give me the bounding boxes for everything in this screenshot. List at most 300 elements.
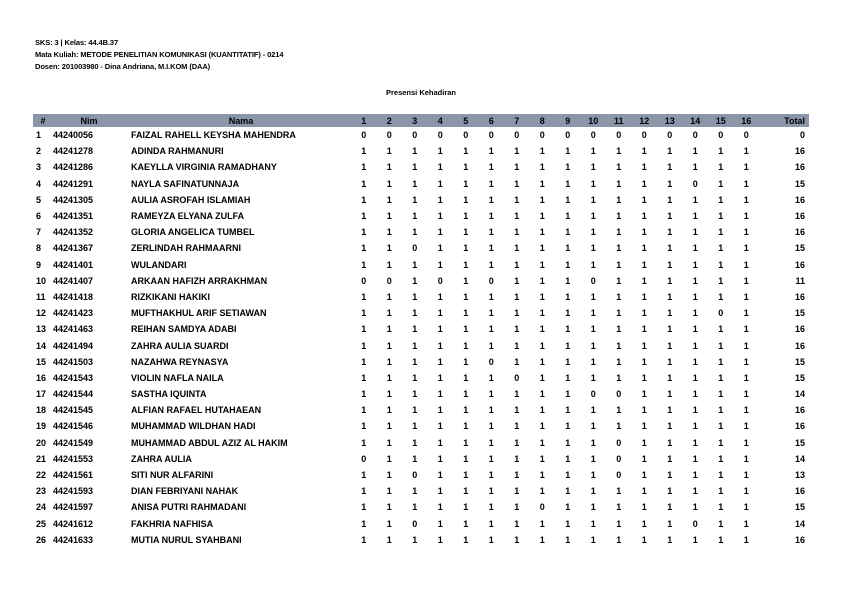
attendance-cell: 1: [437, 356, 443, 367]
attendance-cell: 1: [361, 470, 367, 481]
attendance-cell: 1: [616, 308, 622, 319]
attendance-cell: 1: [590, 162, 596, 173]
student-name-cell: GLORIA ANGELICA TUMBEL: [131, 227, 255, 238]
attendance-cell: 1: [692, 389, 698, 400]
nim-cell: 44241553: [53, 453, 94, 464]
attendance-cell: 1: [616, 518, 622, 529]
attendance-cell: 1: [590, 470, 596, 481]
attendance-cell: 1: [437, 291, 443, 302]
attendance-cell: 0: [743, 130, 749, 141]
attendance-cell: 1: [488, 372, 494, 383]
attendance-cell: 1: [743, 372, 749, 383]
attendance-cell: 1: [412, 502, 418, 513]
attendance-cell: 1: [565, 356, 571, 367]
total-cell: 16: [794, 259, 805, 270]
attendance-cell: 1: [412, 146, 418, 157]
row-number-cell: 9: [36, 259, 42, 270]
nim-cell: 44241305: [53, 194, 94, 205]
attendance-cell: 1: [463, 534, 469, 545]
attendance-cell: 1: [667, 275, 673, 286]
attendance-cell: 1: [412, 275, 418, 286]
attendance-cell: 1: [463, 243, 469, 254]
attendance-cell: 1: [361, 324, 367, 335]
student-name-cell: SASTHA IQUINTA: [131, 389, 207, 400]
attendance-cell: 1: [386, 259, 392, 270]
attendance-cell: 1: [565, 421, 571, 432]
attendance-cell: 1: [743, 534, 749, 545]
attendance-cell: 1: [361, 259, 367, 270]
attendance-cell: 1: [743, 243, 749, 254]
attendance-cell: 1: [463, 372, 469, 383]
attendance-cell: 1: [667, 421, 673, 432]
attendance-cell: 1: [590, 324, 596, 335]
attendance-cell: 1: [361, 178, 367, 189]
attendance-cell: 1: [386, 227, 392, 238]
attendance-cell: 1: [463, 356, 469, 367]
row-number-cell: 22: [36, 470, 47, 481]
attendance-cell: 1: [463, 227, 469, 238]
attendance-cell: 1: [386, 470, 392, 481]
attendance-cell: 1: [667, 502, 673, 513]
attendance-cell: 1: [743, 421, 749, 432]
nim-cell: 44241418: [53, 291, 94, 302]
attendance-cell: 1: [437, 162, 443, 173]
nim-cell: 44241352: [53, 227, 94, 238]
attendance-cell: 1: [565, 389, 571, 400]
attendance-cell: 1: [667, 194, 673, 205]
attendance-cell: 1: [488, 146, 494, 157]
attendance-cell: 1: [743, 486, 749, 497]
attendance-cell: 1: [463, 453, 469, 464]
attendance-cell: 1: [718, 275, 724, 286]
total-cell: 16: [794, 162, 805, 173]
attendance-cell: 1: [590, 308, 596, 319]
attendance-cell: 1: [361, 227, 367, 238]
attendance-cell: 1: [514, 421, 520, 432]
attendance-cell: 1: [412, 227, 418, 238]
attendance-cell: 1: [667, 518, 673, 529]
attendance-cell: 1: [386, 389, 392, 400]
row-number-cell: 16: [36, 372, 47, 383]
attendance-cell: 1: [743, 405, 749, 416]
attendance-cell: 0: [488, 356, 494, 367]
attendance-cell: 1: [743, 178, 749, 189]
attendance-cell: 1: [514, 291, 520, 302]
attendance-cell: 1: [412, 178, 418, 189]
attendance-cell: 1: [667, 437, 673, 448]
student-name-cell: WULANDARI: [131, 259, 187, 270]
attendance-cell: 1: [718, 486, 724, 497]
attendance-cell: 1: [616, 486, 622, 497]
row-number-cell: 20: [36, 437, 47, 448]
attendance-cell: 1: [488, 259, 494, 270]
attendance-cell: 1: [361, 243, 367, 254]
attendance-cell: 1: [386, 486, 392, 497]
table-row: [33, 499, 809, 515]
column-header-meeting: 7: [514, 115, 520, 126]
attendance-cell: 1: [590, 291, 596, 302]
attendance-cell: 1: [361, 534, 367, 545]
attendance-cell: 1: [386, 243, 392, 254]
attendance-cell: 1: [463, 518, 469, 529]
row-number-cell: 4: [36, 178, 42, 189]
attendance-cell: 1: [590, 518, 596, 529]
attendance-cell: 1: [361, 405, 367, 416]
attendance-cell: 1: [565, 340, 571, 351]
nim-cell: 44241633: [53, 534, 94, 545]
attendance-cell: 1: [539, 194, 545, 205]
row-number-cell: 1: [36, 130, 42, 141]
attendance-cell: 1: [488, 437, 494, 448]
attendance-cell: 1: [641, 211, 647, 222]
attendance-cell: 1: [743, 356, 749, 367]
attendance-cell: 0: [718, 308, 724, 319]
student-name-cell: ARKAAN HAFIZH ARRAKHMAN: [131, 275, 268, 286]
attendance-cell: 1: [437, 211, 443, 222]
attendance-cell: 1: [718, 162, 724, 173]
attendance-cell: 1: [565, 502, 571, 513]
row-number-cell: 5: [36, 194, 42, 205]
attendance-cell: 1: [386, 421, 392, 432]
student-name-cell: ADINDA RAHMANURI: [131, 146, 224, 157]
attendance-cell: 1: [565, 308, 571, 319]
attendance-cell: 1: [667, 340, 673, 351]
attendance-cell: 0: [539, 502, 545, 513]
attendance-cell: 1: [437, 227, 443, 238]
course-credits-class: SKS: 3 | Kelas: 44.4B.37: [35, 38, 119, 47]
attendance-cell: 1: [641, 259, 647, 270]
row-number-cell: 15: [36, 356, 47, 367]
attendance-cell: 1: [437, 437, 443, 448]
attendance-cell: 1: [718, 243, 724, 254]
column-header-meeting: 10: [588, 115, 599, 126]
attendance-cell: 1: [514, 356, 520, 367]
attendance-cell: 1: [692, 146, 698, 157]
attendance-cell: 1: [718, 534, 724, 545]
attendance-cell: 1: [565, 178, 571, 189]
attendance-cell: 1: [718, 227, 724, 238]
attendance-cell: 1: [361, 502, 367, 513]
student-name-cell: ANISA PUTRI RAHMADANI: [131, 502, 247, 513]
attendance-cell: 1: [565, 453, 571, 464]
attendance-cell: 1: [488, 227, 494, 238]
attendance-cell: 1: [590, 178, 596, 189]
attendance-cell: 1: [641, 178, 647, 189]
attendance-cell: 1: [667, 324, 673, 335]
attendance-cell: 1: [514, 227, 520, 238]
attendance-cell: 0: [616, 130, 622, 141]
attendance-cell: 1: [386, 211, 392, 222]
attendance-cell: 1: [692, 437, 698, 448]
attendance-cell: 1: [488, 534, 494, 545]
attendance-cell: 1: [616, 372, 622, 383]
attendance-cell: 1: [539, 405, 545, 416]
attendance-cell: 1: [386, 518, 392, 529]
student-name-cell: ZAHRA AULIA: [131, 453, 192, 464]
attendance-cell: 1: [437, 502, 443, 513]
row-number-cell: 7: [36, 227, 42, 238]
attendance-cell: 1: [616, 162, 622, 173]
attendance-cell: 1: [488, 194, 494, 205]
student-name-cell: FAIZAL RAHELL KEYSHA MAHENDRA: [131, 130, 296, 141]
table-row: [33, 257, 809, 273]
attendance-cell: 1: [692, 356, 698, 367]
column-header-total: Total: [784, 115, 805, 126]
attendance-cell: 1: [718, 453, 724, 464]
attendance-cell: 1: [514, 146, 520, 157]
column-header-meeting: 8: [539, 115, 545, 126]
attendance-cell: 1: [565, 291, 571, 302]
attendance-cell: 1: [616, 194, 622, 205]
column-header-meeting: 1: [361, 115, 367, 126]
attendance-cell: 1: [488, 486, 494, 497]
attendance-cell: 1: [463, 486, 469, 497]
attendance-cell: 0: [590, 389, 596, 400]
attendance-cell: 1: [514, 194, 520, 205]
table-row: [33, 467, 809, 483]
attendance-cell: 1: [412, 389, 418, 400]
attendance-cell: 1: [641, 502, 647, 513]
table-row: [33, 435, 809, 451]
attendance-cell: 1: [386, 291, 392, 302]
attendance-cell: 1: [565, 162, 571, 173]
attendance-cell: 0: [386, 275, 392, 286]
attendance-cell: 1: [565, 486, 571, 497]
attendance-cell: 1: [641, 243, 647, 254]
attendance-cell: 1: [616, 146, 622, 157]
attendance-cell: 1: [590, 502, 596, 513]
attendance-cell: 1: [667, 470, 673, 481]
attendance-cell: 1: [565, 405, 571, 416]
row-number-cell: 3: [36, 162, 42, 173]
attendance-cell: 1: [412, 211, 418, 222]
attendance-cell: 1: [514, 162, 520, 173]
attendance-cell: 0: [514, 372, 520, 383]
attendance-cell: 1: [692, 243, 698, 254]
total-cell: 15: [794, 356, 805, 367]
nim-cell: 44241286: [53, 162, 94, 173]
row-number-cell: 21: [36, 453, 47, 464]
attendance-cell: 1: [463, 437, 469, 448]
attendance-cell: 0: [437, 275, 443, 286]
total-cell: 15: [794, 502, 805, 513]
attendance-cell: 0: [386, 130, 392, 141]
student-name-cell: AULIA ASROFAH ISLAMIAH: [131, 194, 251, 205]
attendance-cell: 1: [565, 259, 571, 270]
attendance-cell: 1: [539, 470, 545, 481]
attendance-cell: 1: [743, 340, 749, 351]
row-number-cell: 17: [36, 389, 47, 400]
attendance-cell: 1: [514, 518, 520, 529]
attendance-cell: 1: [743, 389, 749, 400]
table-body: [33, 127, 809, 548]
attendance-cell: 1: [361, 356, 367, 367]
table-row: [33, 289, 809, 305]
attendance-cell: 1: [590, 243, 596, 254]
nim-cell: 44241546: [53, 421, 94, 432]
attendance-cell: 1: [718, 389, 724, 400]
attendance-cell: 1: [539, 243, 545, 254]
attendance-cell: 1: [463, 470, 469, 481]
attendance-cell: 1: [361, 486, 367, 497]
attendance-cell: 1: [488, 340, 494, 351]
row-number-cell: 18: [36, 405, 47, 416]
nim-cell: 44241503: [53, 356, 94, 367]
total-cell: 15: [794, 308, 805, 319]
total-cell: 16: [794, 534, 805, 545]
attendance-cell: 1: [437, 340, 443, 351]
table-row: [33, 240, 809, 256]
total-cell: 14: [794, 453, 805, 464]
attendance-cell: 1: [616, 356, 622, 367]
attendance-cell: 1: [463, 308, 469, 319]
attendance-cell: 1: [539, 178, 545, 189]
column-header-meeting: 15: [715, 115, 726, 126]
attendance-cell: 1: [718, 405, 724, 416]
attendance-cell: 1: [361, 518, 367, 529]
attendance-cell: 1: [718, 518, 724, 529]
attendance-cell: 1: [616, 405, 622, 416]
attendance-cell: 0: [412, 130, 418, 141]
attendance-cell: 0: [641, 130, 647, 141]
attendance-cell: 1: [539, 259, 545, 270]
attendance-cell: 1: [463, 178, 469, 189]
table-row: [33, 402, 809, 418]
attendance-cell: 0: [412, 470, 418, 481]
attendance-cell: 1: [667, 356, 673, 367]
attendance-cell: 1: [718, 340, 724, 351]
attendance-cell: 1: [488, 502, 494, 513]
attendance-cell: 0: [590, 275, 596, 286]
attendance-cell: 1: [386, 372, 392, 383]
attendance-cell: 1: [463, 211, 469, 222]
attendance-cell: 1: [463, 146, 469, 157]
student-name-cell: MUFTHAKHUL ARIF SETIAWAN: [131, 308, 267, 319]
attendance-cell: 1: [488, 405, 494, 416]
attendance-cell: 1: [514, 340, 520, 351]
attendance-cell: 1: [386, 308, 392, 319]
attendance-cell: 1: [565, 146, 571, 157]
attendance-cell: 1: [565, 227, 571, 238]
attendance-cell: 1: [616, 340, 622, 351]
attendance-cell: 1: [412, 437, 418, 448]
attendance-cell: 0: [692, 518, 698, 529]
attendance-cell: 1: [539, 340, 545, 351]
table-row: [33, 483, 809, 499]
column-header-nama: Nama: [228, 115, 254, 126]
row-number-cell: 11: [36, 291, 46, 302]
attendance-cell: 1: [692, 340, 698, 351]
nim-cell: 44241494: [53, 340, 94, 351]
attendance-cell: 1: [565, 275, 571, 286]
student-name-cell: ZAHRA AULIA SUARDI: [131, 340, 229, 351]
attendance-cell: 1: [590, 194, 596, 205]
attendance-cell: 1: [667, 162, 673, 173]
attendance-cell: 1: [667, 308, 673, 319]
attendance-cell: 1: [565, 437, 571, 448]
total-cell: 11: [795, 275, 805, 286]
attendance-cell: 1: [616, 211, 622, 222]
attendance-cell: 1: [692, 211, 698, 222]
attendance-cell: 1: [616, 421, 622, 432]
attendance-cell: 1: [692, 421, 698, 432]
attendance-cell: 1: [412, 162, 418, 173]
attendance-cell: 1: [539, 324, 545, 335]
total-cell: 15: [794, 372, 805, 383]
attendance-cell: 1: [488, 518, 494, 529]
attendance-cell: 1: [743, 259, 749, 270]
attendance-cell: 1: [667, 405, 673, 416]
attendance-cell: 1: [539, 146, 545, 157]
attendance-cell: 0: [616, 470, 622, 481]
attendance-cell: 1: [437, 389, 443, 400]
attendance-cell: 0: [718, 130, 724, 141]
attendance-cell: 1: [667, 372, 673, 383]
attendance-cell: 1: [616, 178, 622, 189]
attendance-cell: 1: [412, 356, 418, 367]
attendance-cell: 1: [718, 356, 724, 367]
attendance-cell: 1: [641, 291, 647, 302]
attendance-cell: 1: [692, 162, 698, 173]
nim-cell: 44241549: [53, 437, 94, 448]
attendance-cell: 1: [718, 291, 724, 302]
attendance-cell: 1: [590, 227, 596, 238]
student-name-cell: FAKHRIA NAFHISA: [131, 518, 214, 529]
attendance-cell: 1: [514, 534, 520, 545]
row-number-cell: 23: [36, 486, 47, 497]
attendance-cell: 1: [641, 453, 647, 464]
total-cell: 16: [794, 291, 805, 302]
attendance-cell: 1: [488, 308, 494, 319]
table-row: [33, 321, 809, 337]
nim-cell: 44240056: [53, 130, 94, 141]
attendance-cell: 1: [488, 389, 494, 400]
attendance-cell: 1: [412, 291, 418, 302]
attendance-cell: 1: [539, 534, 545, 545]
nim-cell: 44241544: [53, 389, 94, 400]
attendance-cell: 1: [412, 259, 418, 270]
table-row: [33, 127, 809, 143]
attendance-cell: 1: [437, 405, 443, 416]
attendance-cell: 0: [412, 518, 418, 529]
attendance-cell: 1: [718, 502, 724, 513]
attendance-cell: 1: [692, 324, 698, 335]
attendance-cell: 0: [488, 130, 494, 141]
nim-cell: 44241407: [53, 275, 94, 286]
attendance-cell: 1: [641, 470, 647, 481]
attendance-cell: 1: [743, 308, 749, 319]
table-row: [33, 451, 809, 467]
attendance-cell: 1: [539, 227, 545, 238]
attendance-cell: 1: [565, 194, 571, 205]
attendance-cell: 1: [539, 275, 545, 286]
attendance-cell: 0: [463, 130, 469, 141]
table-row: [33, 370, 809, 386]
total-cell: 16: [794, 486, 805, 497]
attendance-cell: 0: [539, 130, 545, 141]
attendance-cell: 1: [692, 308, 698, 319]
table-row: [33, 159, 809, 175]
attendance-cell: 1: [743, 437, 749, 448]
attendance-cell: 1: [437, 470, 443, 481]
student-name-cell: ALFIAN RAFAEL HUTAHAEAN: [131, 405, 262, 416]
student-name-cell: RAMEYZA ELYANA ZULFA: [131, 211, 245, 222]
attendance-cell: 1: [667, 243, 673, 254]
attendance-cell: 1: [590, 211, 596, 222]
row-number-cell: 2: [36, 146, 42, 157]
attendance-cell: 1: [437, 146, 443, 157]
attendance-cell: 1: [743, 502, 749, 513]
